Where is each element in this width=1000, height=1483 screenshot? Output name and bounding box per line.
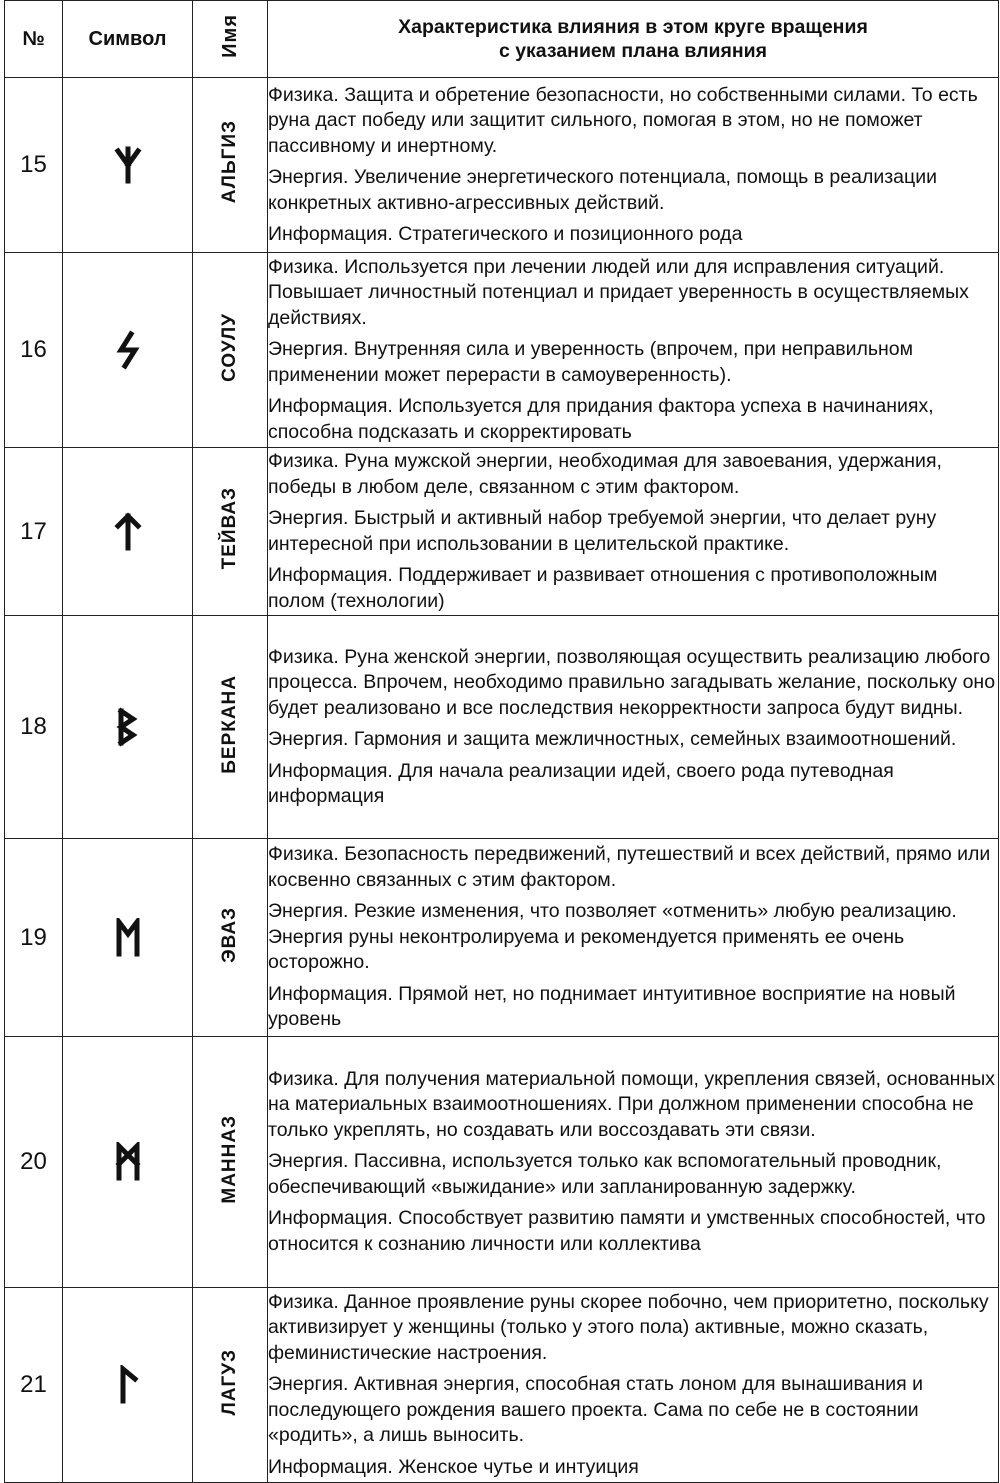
header-name-cell [193,1,268,78]
description-cell [268,448,999,616]
row-number: 17 [5,448,63,616]
energy-text: Энергия. Внутренняя сила и уверенность (впрочем, при неправильном применении может перерасти в самоуверенность). [268,338,914,386]
description-cell [268,253,999,448]
name-cell [193,616,268,839]
header-description [268,1,999,78]
description-cell [268,1037,999,1288]
row-number: 20 [5,1037,63,1288]
symbol-cell [63,839,193,1037]
header-description-line2: с указанием плана влияния [498,40,768,62]
row-number: 21 [5,1288,63,1483]
physics-text: Физика. Для получения материальной помощи, укрепления связей, основанных на материальных взаимоотношениях. При должном применении способна не только укреплять, но создавать или воссоздавать эти связи. [268,1067,995,1141]
ehwaz-rune-icon [113,918,143,958]
name-cell [193,1037,268,1288]
name-cell [193,253,268,448]
algiz-rune-icon [113,145,143,185]
energy-text: Энергия. Активная энергия, способная стать лоном для вынашивания и последующего рождения вашего проекта. Сама по себе не в состоянии «родить», а лишь выносить. [268,1373,923,1447]
rune-name: БЕРКАНА [219,674,240,774]
rune-name: ЭВАЗ [219,906,240,963]
table-row [5,616,999,839]
information-text: Информация. Женское чутье и интуиция [268,1455,639,1478]
symbol-cell [63,78,193,253]
berkana-rune-icon [113,707,143,747]
row-number: 18 [5,616,63,839]
energy-text: Энергия. Резкие изменения, что позволяет «отменить» любую реализацию. Энергия руны неконтролируема и рекомендуется применять ее очень осторожно. [268,900,957,974]
header-symbol: Символ [63,1,193,78]
table-row [5,1288,999,1483]
name-cell [193,448,268,616]
energy-text: Энергия. Быстрый и активный набор требуемой энергии, что делает руну интересной при использовании в целительской практике. [268,507,937,555]
information-text: Информация. Для начала реализации идей, своего рода путеводная информация [268,759,894,807]
information-text: Информация. Поддерживает и развивает отношения с противоположным полом (технологии) [268,564,938,612]
physics-text: Физика. Данное проявление руны скорее побочно, чем приоритетно, поскольку активизирует у женщины (только у этого пола) активные, можно сказать, феминистические настроения. [268,1290,989,1364]
teiwaz-rune-icon [113,512,143,552]
row-number: 15 [5,78,63,253]
table-row [5,448,999,616]
information-text: Информация. Способствует развитию памяти и умственных способностей, что относится к сознанию личности или коллектива [268,1207,986,1255]
physics-text: Физика. Руна женской энергии, позволяющая осуществить реализацию любого процесса. Впрочем, необходимо правильно загадывать желание, поскольку оно будет реализовано и все последствия некорректности запроса будут видны. [268,645,996,719]
information-text: Информация. Используется для придания фактора успеха в начинаниях, способна подсказать и скорректировать [268,395,934,443]
symbol-cell [63,1037,193,1288]
runes-table [4,0,999,1483]
table-header-row [5,1,999,78]
table-row [5,839,999,1037]
row-number: 16 [5,253,63,448]
physics-text: Физика. Безопасность передвижений, путешествий и всех действий, прямо или косвенно связанных с этим фактором. [268,843,991,891]
rune-name: МАННАЗ [219,1114,240,1204]
table-row [5,1037,999,1288]
name-cell [193,78,268,253]
name-cell [193,839,268,1037]
symbol-cell [63,1288,193,1483]
physics-text: Физика. Используется при лечении людей или для исправления ситуаций. Повышает личностный потенциал и придает уверенность в осуществляемых действиях. [268,255,969,329]
sowulo-rune-icon [113,330,143,370]
rune-name: ТЕЙВАЗ [219,487,240,570]
physics-text: Физика. Руна мужской энергии, необходимая для завоевания, удержания, победы в любом деле, связанном с этим фактором. [268,450,942,498]
description-cell [268,78,999,253]
information-text: Информация. Стратегического и позиционного рода [268,223,743,245]
name-cell [193,1288,268,1483]
symbol-cell [63,253,193,448]
description-cell [268,839,999,1037]
laguz-rune-icon [113,1365,143,1405]
header-name: Имя [218,14,241,58]
header-num: № [5,1,63,78]
information-text: Информация. Прямой нет, но поднимает интуитивное восприятие на новый уровень [268,982,956,1031]
mannaz-rune-icon [113,1142,143,1182]
description-cell [268,616,999,839]
table-row [5,78,999,253]
physics-text: Физика. Защита и обретение безопасности, но собственными силами. То есть руна даст победу или защитит сильного, помогая в этом, но не поможет пассивному и инертному. [268,83,978,157]
energy-text: Энергия. Гармония и защита межличностных, семейных взаимоотношений. [268,728,957,750]
energy-text: Энергия. Пассивна, используется только как вспомогательный проводник, обеспечивающий «выжидание» или запланированную задержку. [268,1150,942,1198]
rune-name: СОУЛУ [219,312,240,382]
symbol-cell [63,448,193,616]
table-row [5,253,999,448]
rune-name: ЛАГУЗ [219,1348,240,1416]
symbol-cell [63,616,193,839]
energy-text: Энергия. Увеличение энергетического потенциала, помощь в реализации конкретных активно-агрессивных действий. [268,166,937,214]
row-number: 19 [5,839,63,1037]
header-description-line1: Характеристика влияния в этом круге вращения [398,16,868,38]
rune-name: АЛЬГИЗ [219,120,240,204]
description-cell [268,1288,999,1483]
